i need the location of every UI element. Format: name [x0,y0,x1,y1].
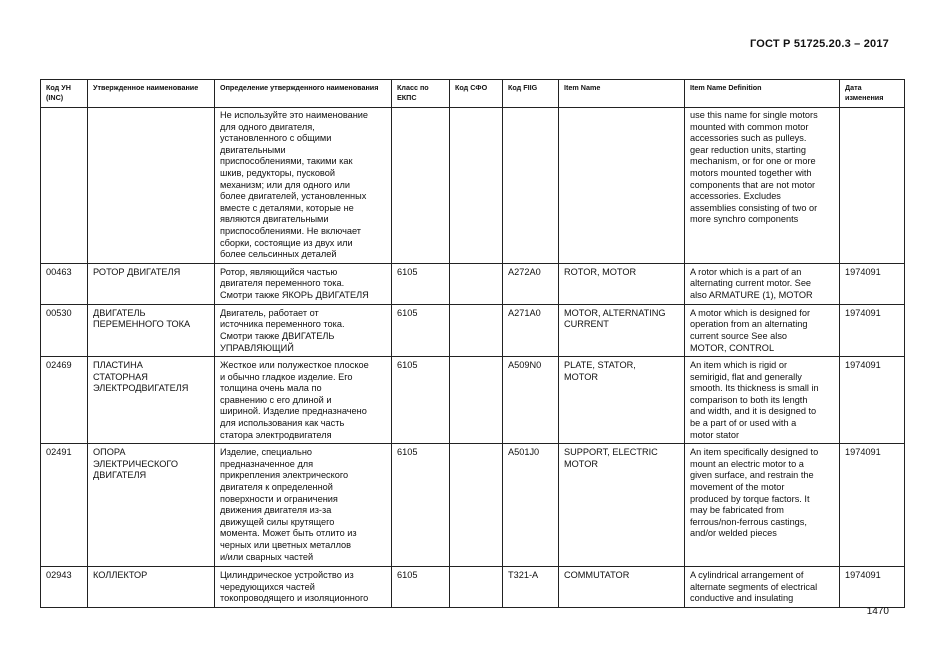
cell-date [840,108,905,264]
cell-sfo [450,263,503,304]
table-row [41,263,905,304]
cell-item-definition: A cylindrical arrangement of alternate segments of electrical conductive and insulating [685,567,840,608]
cell-class: 6105 [392,357,450,444]
cell-inc: 02491 [41,444,88,567]
cell-item-name: MOTOR, ALTERNATING CURRENT [559,304,685,356]
cell-approved-definition: Изделие, специально предназначенное для прикрепления электрического двигателя к определенной поверхности и ограничения движения двигателя из-за движущей силы крутящего момента. Может быть отлито из черных или цветных металлов и/или сварных частей [215,444,392,567]
cell-fiig: A271A0 [503,304,559,356]
header-fiig: Код FIIG [503,80,559,108]
cell-sfo [450,108,503,264]
header-inc: Код УН (INC) [41,80,88,108]
cell-date: 1974091 [840,567,905,608]
table-row [41,108,905,264]
cell-item-definition: use this name for single motors mounted with common motor accessories such as pulleys. gear reduction units, starting mechanism, or for one or more motors mounted together with components that are not motor accessories. Excludes assemblies consisting of two or more synchro components [685,108,840,264]
cell-class [392,108,450,264]
cell-inc [41,108,88,264]
cell-approved-definition: Ротор, являющийся частью двигателя переменного тока. Смотри также ЯКОРЬ ДВИГАТЕЛЯ [215,263,392,304]
table-row [41,567,905,608]
cell-approved-name: РОТОР ДВИГАТЕЛЯ [88,263,215,304]
cell-date: 1974091 [840,357,905,444]
header-class: Класс по ЕКПС [392,80,450,108]
cell-item-definition: A rotor which is a part of an alternating current motor. See also ARMATURE (1), MOTOR [685,263,840,304]
cell-fiig: T321-A [503,567,559,608]
cell-approved-name [88,108,215,264]
cell-approved-name: ДВИГАТЕЛЬ ПЕРЕМЕННОГО ТОКА [88,304,215,356]
cell-item-name: COMMUTATOR [559,567,685,608]
cell-class: 6105 [392,567,450,608]
cell-approved-name: ПЛАСТИНА СТАТОРНАЯ ЭЛЕКТРОДВИГАТЕЛЯ [88,357,215,444]
cell-class: 6105 [392,444,450,567]
table-header-row [41,80,905,108]
header-approved-definition: Определение утвержденного наименования [215,80,392,108]
cell-inc: 02943 [41,567,88,608]
cell-fiig: A509N0 [503,357,559,444]
cell-approved-definition: Цилиндрическое устройство из чередующихся частей токопроводящего и изоляционного [215,567,392,608]
cell-item-definition: A motor which is designed for operation from an alternating current source See also MOTOR, CONTROL [685,304,840,356]
header-approved-name: Утвержденное наименование [88,80,215,108]
cell-class: 6105 [392,263,450,304]
cell-sfo [450,304,503,356]
cell-inc: 00530 [41,304,88,356]
cell-sfo [450,444,503,567]
cell-item-name [559,108,685,264]
cell-approved-name: ОПОРА ЭЛЕКТРИЧЕСКОГО ДВИГАТЕЛЯ [88,444,215,567]
header-item-definition: Item Name Definition [685,80,840,108]
page-number: 1470 [866,606,889,617]
cell-inc: 02469 [41,357,88,444]
cell-approved-definition: Не используйте это наименование для одного двигателя, установленного с общими двигательными приспособлениями, такими как шкив, редукторы, пусковой механизм; или для одного или более двигателей, установленных вместе с деталями, которые не являются двигательными приспособлениями. Не включает сборки, состоящие из двух или более сельсинных деталей [215,108,392,264]
table-row [41,357,905,444]
cell-class: 6105 [392,304,450,356]
cell-item-name: PLATE, STATOR, MOTOR [559,357,685,444]
table-row [41,304,905,356]
cell-item-definition: An item which is rigid or semirigid, flat and generally smooth. Its thickness is small in comparison to both its length and width, and it is designed to be a part of or used with a motor stator [685,357,840,444]
cell-date: 1974091 [840,263,905,304]
nomenclature-table [40,79,905,608]
cell-fiig: A272A0 [503,263,559,304]
cell-item-name: ROTOR, MOTOR [559,263,685,304]
header-sfo: Код СФО [450,80,503,108]
cell-date: 1974091 [840,444,905,567]
cell-item-name: SUPPORT, ELECTRIC MOTOR [559,444,685,567]
table-row [41,444,905,567]
header-date: Дата изменения [840,80,905,108]
cell-approved-definition: Жесткое или полужесткое плоское и обычно гладкое изделие. Его толщина очень мала по сравнению с его длиной и шириной. Изделие предназначено для использования как часть статора электродвигателя [215,357,392,444]
cell-fiig [503,108,559,264]
cell-sfo [450,357,503,444]
document-title: ГОСТ Р 51725.20.3 – 2017 [749,38,889,50]
header-item-name: Item Name [559,80,685,108]
cell-date: 1974091 [840,304,905,356]
cell-fiig: A501J0 [503,444,559,567]
cell-item-definition: An item specifically designed to mount an electric motor to a given surface, and restrain the movement of the motor produced by torque factors. It may be fabricated from ferrous/non-ferrous castings, and/or welded pieces [685,444,840,567]
cell-approved-definition: Двигатель, работает от источника переменного тока. Смотри также ДВИГАТЕЛЬ УПРАВЛЯЮЩИЙ [215,304,392,356]
cell-inc: 00463 [41,263,88,304]
cell-approved-name: КОЛЛЕКТОР [88,567,215,608]
cell-sfo [450,567,503,608]
